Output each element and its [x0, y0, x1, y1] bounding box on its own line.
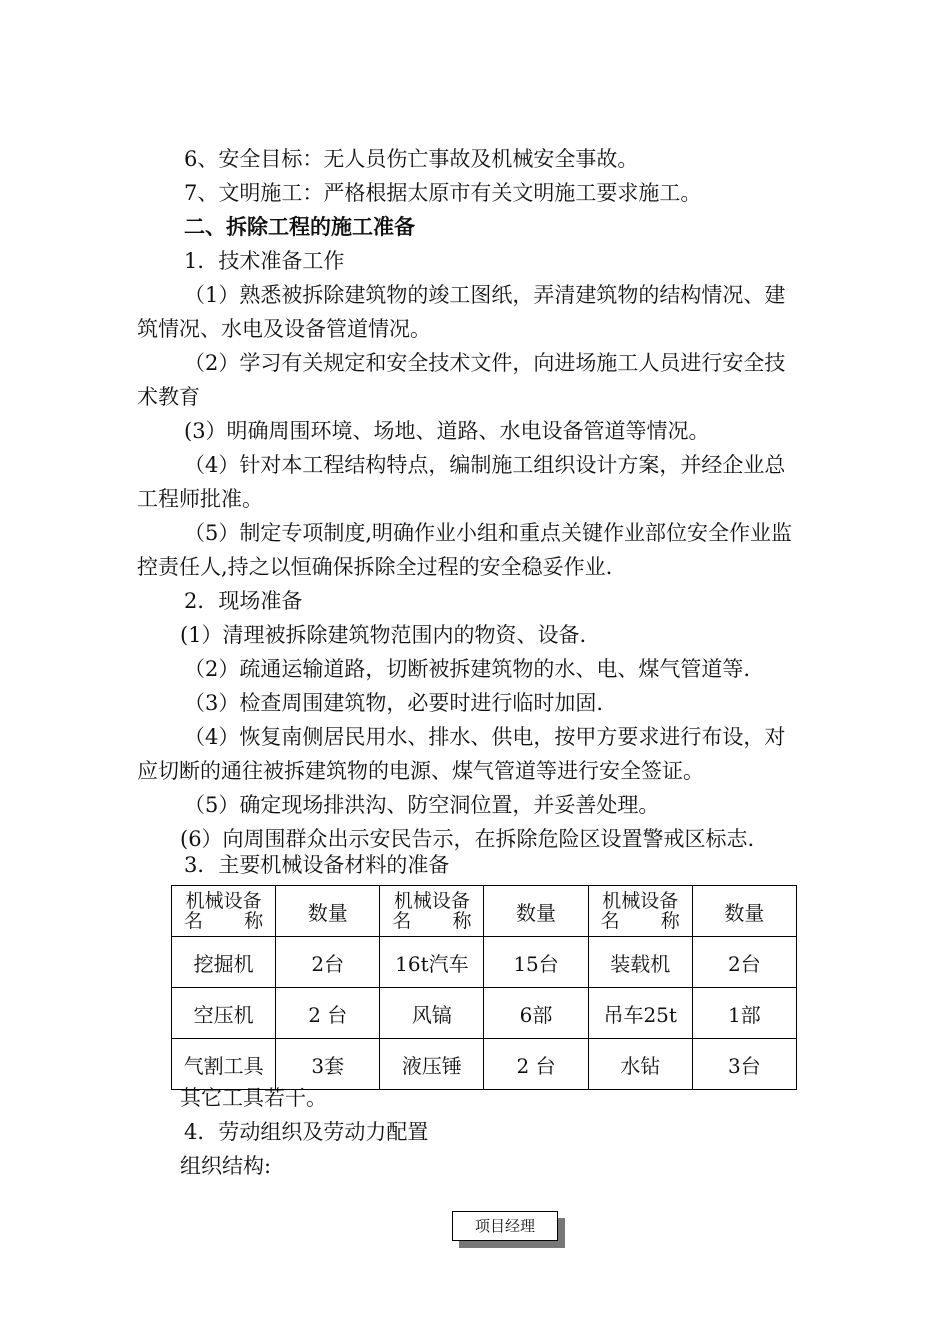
header-name-bottom	[172, 911, 275, 931]
table-cell: 吊车25t	[588, 988, 692, 1039]
civilized-construction-paragraph: 7、文明施工：严格根据太原市有关文明施工要求施工。	[184, 181, 702, 205]
paragraph-line: （4）恢复南侧居民用水、排水、供电，按甲方要求进行布设，对	[184, 725, 786, 749]
table-row	[172, 1039, 797, 1090]
table-cell: 15台	[484, 937, 588, 988]
table-row	[172, 937, 797, 988]
header-name-bottom	[380, 911, 483, 931]
table-cell: 3套	[276, 1039, 380, 1090]
table-cell: 气割工具	[172, 1039, 276, 1090]
table-cell: 装载机	[588, 937, 692, 988]
table-cell: 水钻	[588, 1039, 692, 1090]
subsection-technical-prep: 1．技术准备工作	[184, 249, 345, 273]
table-cell: 风镐	[380, 988, 484, 1039]
header-name-bottom-a: 名	[600, 910, 620, 932]
paragraph-line: (1）清理被拆除建筑物范围内的物资、设备.	[180, 623, 587, 647]
header-name-bottom	[589, 911, 692, 931]
paragraph-line: （4）针对本工程结构特点，编制施工组织设计方案，并经企业总	[184, 453, 786, 477]
paragraph-line: 控责任人,持之以恒确保拆除全过程的安全稳妥作业.	[137, 555, 613, 579]
header-name-bottom-b: 称	[244, 910, 264, 932]
subsection-equipment-prep: 3．主要机械设备材料的准备	[184, 853, 450, 877]
paragraph-line: （5）确定现场排洪沟、防空洞位置，并妥善处理。	[184, 793, 660, 817]
table-cell: 液压锤	[380, 1039, 484, 1090]
subsection-site-prep: 2．现场准备	[184, 589, 303, 613]
header-name-top: 机械设备	[185, 890, 262, 912]
table-cell: 3台	[692, 1039, 796, 1090]
section-heading: 二、拆除工程的施工准备	[184, 215, 415, 239]
paragraph-line: （5）制定专项制度,明确作业小组和重点关键作业部位安全作业监	[184, 521, 793, 545]
paragraph-line: (6）向周围群众出示安民告示，在拆除危险区设置警戒区标志.	[180, 827, 755, 851]
paragraph-line: （2）疏通运输道路，切断被拆建筑物的水、电、煤气管道等.	[184, 657, 751, 681]
paragraph-line: 筑情况、水电及设备管道情况。	[137, 317, 431, 341]
paragraph-line: （1）熟悉被拆除建筑物的竣工图纸，弄清建筑物的结构情况、建	[184, 283, 786, 307]
header-cell-equipment-name	[172, 886, 276, 937]
table-header-row	[172, 886, 797, 937]
table-cell: 2 台	[484, 1039, 588, 1090]
header-name-bottom-b: 称	[660, 910, 680, 932]
safety-goal-paragraph: 6、安全目标：无人员伤亡事故及机械安全事故。	[184, 147, 639, 171]
paragraph-line: (3）明确周围环境、场地、道路、水电设备管道等情况。	[184, 419, 710, 443]
header-cell-equipment-name	[588, 886, 692, 937]
header-name-bottom-a: 名	[184, 910, 204, 932]
table-cell: 2台	[692, 937, 796, 988]
paragraph-line: 工程师批准。	[137, 487, 263, 511]
header-name-bottom-b: 称	[452, 910, 472, 932]
org-chart-project-manager-box: 项目经理	[452, 1211, 558, 1241]
equipment-table	[171, 885, 797, 1090]
table-cell: 1部	[692, 988, 796, 1039]
paragraph-line: 术教育	[137, 385, 200, 409]
paragraph-line: 应切断的通往被拆建筑物的电源、煤气管道等进行安全签证。	[137, 759, 704, 783]
header-name-top: 机械设备	[393, 890, 470, 912]
header-cell-qty: 数量	[484, 886, 588, 937]
header-name-top: 机械设备	[602, 890, 679, 912]
paragraph-line: （3）检查周围建筑物，必要时进行临时加固.	[184, 691, 604, 715]
table-cell: 6部	[484, 988, 588, 1039]
table-cell: 挖掘机	[172, 937, 276, 988]
table-cell: 2台	[276, 937, 380, 988]
org-structure-label: 组织结构:	[180, 1154, 272, 1178]
header-cell-equipment-name	[380, 886, 484, 937]
header-cell-qty: 数量	[692, 886, 796, 937]
header-name-bottom-a: 名	[392, 910, 412, 932]
table-cell: 空压机	[172, 988, 276, 1039]
other-tools-line: 其它工具若干。	[180, 1086, 327, 1110]
table-cell: 2 台	[276, 988, 380, 1039]
subsection-labor: 4．劳动组织及劳动力配置	[184, 1120, 429, 1144]
table-cell: 16t汽车	[380, 937, 484, 988]
paragraph-line: （2）学习有关规定和安全技术文件，向进场施工人员进行安全技	[184, 351, 786, 375]
header-cell-qty: 数量	[276, 886, 380, 937]
table-row	[172, 988, 797, 1039]
